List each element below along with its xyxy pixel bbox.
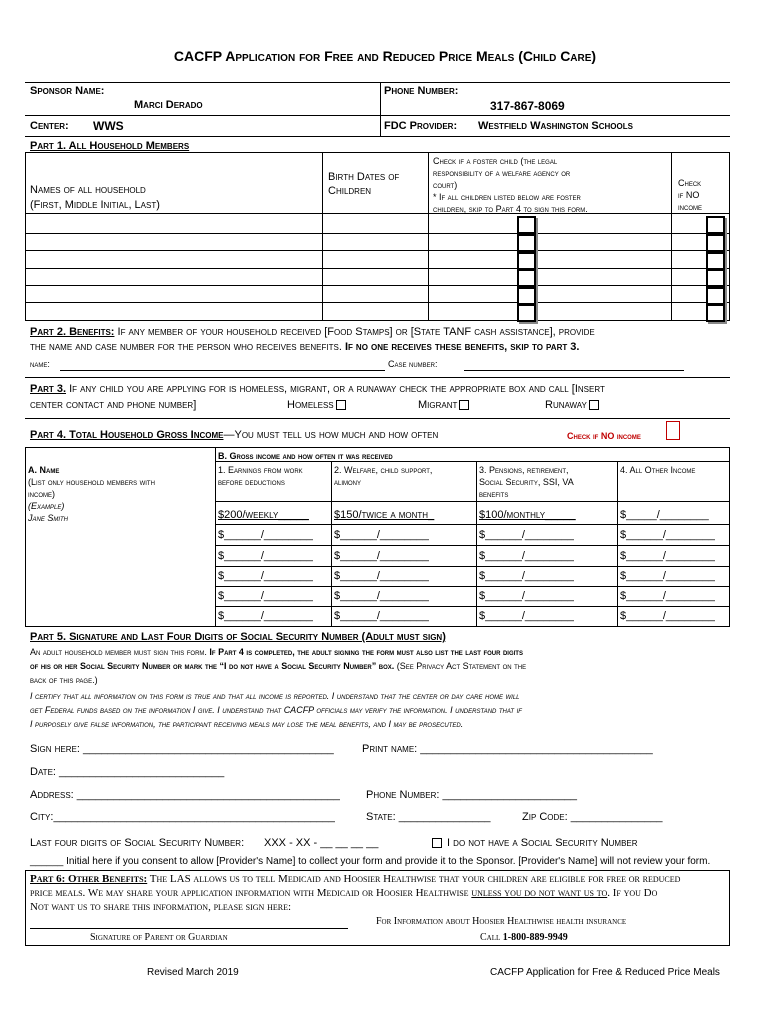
foster-child-checkbox[interactable] [517, 269, 536, 287]
no-income-checkbox[interactable] [706, 269, 725, 287]
runaway-option[interactable] [545, 399, 599, 411]
grid-line [476, 461, 477, 626]
state-field[interactable]: State: _______________ [366, 811, 491, 823]
part4-col-1-sub: before deductions [218, 477, 285, 487]
zip-field[interactable]: Zip Code: _______________ [522, 811, 663, 823]
runaway-checkbox[interactable] [589, 400, 599, 410]
healthwise-info: For Information about Hoosier Healthwise health insurance [376, 916, 627, 927]
foster-child-checkbox[interactable] [517, 252, 536, 270]
divider [380, 82, 381, 136]
ssn-label: Last four digits of Social Security Number: [30, 837, 245, 849]
grid-line [331, 461, 332, 626]
part4-col-2-sub: alimony [334, 477, 362, 487]
divider [25, 377, 730, 378]
part1-col-foster-3: court) [433, 180, 458, 190]
part6-heading: Part 6: Other Benefits: [30, 873, 148, 885]
part2-line2 [30, 341, 579, 353]
city-field[interactable]: City:______________________________________________ [30, 811, 335, 823]
income-input[interactable]: $______/________ [479, 590, 574, 602]
part2-line1 [30, 326, 595, 338]
income-input[interactable]: $______/________ [620, 550, 715, 562]
income-input[interactable]: $______/________ [334, 610, 429, 622]
part5-line2-text: (See Privacy Act Statement on the [394, 661, 527, 671]
household-name-field[interactable] [27, 304, 319, 318]
grid-line [25, 626, 730, 627]
part5-cert3: I purposely give false information, the participant receiving meals may lose the meal benefits, and I may be prosecuted. [30, 719, 464, 729]
part1-col-foster-2: responsibility of a welfare agency or [433, 168, 571, 178]
part2-heading: Part 2. Benefits: [30, 326, 115, 338]
income-input[interactable]: $______/________ [218, 570, 313, 582]
income-input[interactable]: $______/________ [334, 529, 429, 541]
phone-label: Phone Number: [384, 85, 459, 97]
center-label: Center: [30, 120, 69, 132]
income-example-2: $150/twice a month_ [334, 509, 435, 521]
divider [729, 870, 730, 945]
grid-line [215, 461, 730, 462]
grid-line [25, 213, 730, 214]
grid-line [215, 524, 730, 525]
household-name-field[interactable] [27, 215, 319, 231]
divider [25, 152, 730, 153]
homeless-label: Homeless [287, 399, 334, 411]
part4-example-name: Jane Smith [28, 513, 69, 523]
part2-text2: the name and case number for the person who receives benefits. [30, 341, 345, 353]
grid-line [729, 152, 730, 320]
footer-title: CACFP Application for Free & Reduced Price Meals [490, 967, 720, 978]
part1-col-names: Names of all household [30, 184, 146, 196]
part6-text1: The LAS allows us to tell Medicaid and Hoosier Healthwise that your children are eligible for free or reduced [147, 873, 681, 885]
divider [25, 82, 730, 83]
grid-line [729, 447, 730, 626]
healthwise-call [480, 932, 568, 943]
income-example-1: $200/weekly_____ [218, 509, 309, 521]
grid-line [25, 285, 730, 286]
grid-line [428, 152, 429, 320]
income-input[interactable]: $______/________ [620, 590, 715, 602]
no-ssn-checkbox[interactable] [432, 838, 442, 848]
no-income-checkbox[interactable] [706, 252, 725, 270]
parent-signature-line[interactable] [30, 928, 348, 929]
part5-line2-bold: of his or her Social Security Number or mark the “I do not have a Social Security Number” box. [30, 661, 395, 671]
part6-text2: price meals. We may share your application information with Medicaid or Hoosier Healthwise [30, 887, 472, 899]
part2-case-input[interactable] [464, 370, 684, 371]
part5-line1-bold: If Part 4 is completed, the adult signing the form must also list the last four digits [209, 647, 523, 657]
divider [25, 945, 730, 946]
grid-line [215, 545, 730, 546]
part4-col-4: 4. All Other Income [620, 465, 696, 475]
part2-case-label: Case number: [388, 359, 438, 369]
grid-line [617, 461, 618, 626]
divider [25, 418, 730, 419]
migrant-label: Migrant [418, 399, 458, 411]
date-field[interactable]: Date: ___________________________ [30, 766, 225, 778]
part6-text2c: . If you Do [607, 887, 658, 899]
part4-col-a: A. Name [28, 465, 60, 475]
part3-heading: Part 3. [30, 383, 67, 395]
part5-heading: Part 5. Signature and Last Four Digits of Social Security Number (Adult must sign) [30, 631, 446, 643]
part4-col-b-head: B. Gross income and how often it was received [218, 451, 393, 461]
part4-heading: Part 4. Total Household Gross Income [30, 429, 224, 441]
part3-line1 [30, 383, 605, 395]
grid-line [215, 586, 730, 587]
grid-line [25, 152, 26, 320]
part2-name-input[interactable] [60, 370, 385, 371]
part5-cert2: get Federal funds based on the information I give. I understand that CACFP officials may verify the information. I understand that if [30, 705, 522, 715]
grid-line [25, 302, 730, 303]
divider [25, 870, 730, 871]
part4-subhead: —You must tell us how much and how often [223, 429, 439, 441]
part5-line3: back of this page.) [30, 675, 98, 685]
household-name-field[interactable] [27, 235, 319, 249]
part4-check-no-income: Check if NO income [567, 431, 641, 441]
grid-line [25, 268, 730, 269]
divider [25, 115, 730, 116]
part4-col-3-sub: Social Security, SSI, VA [479, 477, 574, 487]
income-input[interactable]: $______/________ [218, 610, 313, 622]
foster-child-checkbox[interactable] [517, 304, 536, 322]
part1-col-foster-5: children, skip to Part 4 to sign this form. [433, 204, 588, 214]
part6-line3: Not want us to share this information, please sign here: [30, 901, 292, 913]
part5-cert1: I certify that all information on this form is true and that all income is reported. I understand that the center or day care home will [30, 691, 520, 701]
income-input[interactable]: $______/________ [479, 610, 574, 622]
part6-line1 [30, 873, 680, 885]
grid-line [25, 320, 730, 321]
part1-col-birth: Birth Dates of [328, 171, 400, 183]
sign-here-field[interactable]: Sign here: _________________________________________ [30, 743, 334, 755]
income-input[interactable]: $______/________ [620, 610, 715, 622]
footer-revised: Revised March 2019 [147, 967, 239, 978]
no-income-checkbox[interactable] [706, 304, 725, 322]
part2-skip-note: If no one receives these benefits, skip to part 3. [344, 341, 580, 353]
income-input[interactable]: $______/________ [334, 570, 429, 582]
part1-col-names-sub: (First, Middle Initial, Last) [30, 199, 160, 211]
homeless-option[interactable] [287, 399, 346, 411]
income-input[interactable]: $______/________ [620, 529, 715, 541]
part1-col-foster-4: * If all children listed below are foster [433, 192, 581, 202]
part4-col-1: 1. Earnings from work [218, 465, 303, 475]
homeless-checkbox[interactable] [336, 400, 346, 410]
household-name-field[interactable] [27, 287, 319, 301]
consent-initial-line[interactable]: ______ Initial here if you consent to allow [Provider's Name] to collect your form and provide it to the Sponsor. [Provider's Name] will not review your form. [30, 856, 711, 867]
grid-line [215, 606, 730, 607]
part4-no-income-checkbox[interactable] [666, 421, 680, 440]
grid-line [215, 447, 216, 626]
grid-line [322, 152, 323, 320]
income-input[interactable]: $______/________ [334, 590, 429, 602]
part1-col-foster: Check if a foster child (the legal [433, 156, 558, 166]
income-input[interactable]: $______/________ [620, 570, 715, 582]
part1-col-noinc: Check [678, 178, 702, 188]
income-input[interactable]: $______/________ [218, 529, 313, 541]
part3-text1: If any child you are applying for is homeless, migrant, or a runaway check the appropriate box and call [Insert [66, 383, 605, 395]
part5-line1-text: An adult household member must sign this form. [30, 647, 210, 657]
part4-col-a-sub: (List only household members with [28, 477, 155, 487]
part1-col-birth-sub: Children [328, 185, 372, 197]
part3-line2: center contact and phone number] [30, 399, 197, 411]
page-title: CACFP Application for Free and Reduced Price Meals (Child Care) [173, 48, 597, 64]
runaway-label: Runaway [545, 399, 587, 411]
ssn-field[interactable]: XXX - XX - __ __ __ __ [264, 837, 379, 849]
migrant-option[interactable] [418, 399, 469, 411]
grid-line [671, 152, 672, 320]
divider [25, 136, 730, 137]
income-input[interactable]: $______/________ [479, 550, 574, 562]
migrant-checkbox[interactable] [459, 400, 469, 410]
part1-col-noinc-2: if NO [678, 190, 700, 200]
fdc-label: FDC Provider: [384, 120, 458, 132]
part5-line2 [30, 661, 526, 671]
part6-text2u: unless you do not want us to [471, 887, 608, 899]
no-income-checkbox[interactable] [706, 287, 725, 305]
income-input[interactable]: $______/________ [218, 550, 313, 562]
part4-example-label: (Example) [28, 501, 65, 511]
part1-heading: Part 1. All Household Members [30, 140, 190, 152]
part4-col-a-sub2: income) [28, 489, 55, 499]
grid-line [25, 233, 730, 234]
part4-col-3: 3. Pensions, retirement, [479, 465, 569, 475]
part5-line1 [30, 647, 523, 657]
call-number: 1-800-889-9949 [502, 932, 568, 943]
part4-heading-line [30, 429, 438, 441]
grid-line [25, 250, 730, 251]
no-income-checkbox[interactable] [706, 216, 725, 234]
phone-value: 317-867-8069 [490, 99, 565, 113]
phone-number-field[interactable]: Phone Number: ______________________ [366, 789, 578, 801]
part2-name-label: name: [30, 359, 50, 369]
no-income-checkbox[interactable] [706, 234, 725, 252]
part4-col-2: 2. Welfare, child support, [334, 465, 433, 475]
household-name-field[interactable] [27, 252, 319, 266]
grid-line [215, 501, 730, 502]
income-input[interactable]: $______/________ [479, 570, 574, 582]
part2-text1: If any member of your household received [Food Stamps] or [State TANF cash assistance], provide [114, 326, 595, 338]
address-field[interactable]: Address: ___________________________________________ [30, 789, 340, 801]
income-input[interactable]: $______/________ [334, 550, 429, 562]
call-label: Call [480, 932, 503, 943]
income-example-4: $_____/________ [620, 509, 709, 521]
part6-line2 [30, 887, 657, 899]
foster-child-checkbox[interactable] [517, 287, 536, 305]
foster-child-checkbox[interactable] [517, 234, 536, 252]
sponsor-label: Sponsor Name: [30, 85, 105, 97]
print-name-field[interactable]: Print name: ______________________________________ [362, 743, 653, 755]
divider [25, 870, 26, 945]
no-ssn-option[interactable] [432, 837, 638, 849]
grid-line [25, 447, 730, 448]
signature-caption: Signature of Parent or Guardian [90, 932, 228, 943]
income-input[interactable]: $______/________ [479, 529, 574, 541]
grid-line [215, 566, 730, 567]
household-name-field[interactable] [27, 270, 319, 284]
sponsor-value: Marci Derado [134, 99, 203, 111]
part4-col-3-sub2: benefits [479, 489, 509, 499]
fdc-value: Westfield Washington Schools [478, 120, 633, 132]
income-input[interactable]: $______/________ [218, 590, 313, 602]
grid-line [25, 447, 26, 626]
foster-child-checkbox[interactable] [517, 216, 536, 234]
no-ssn-label: I do not have a Social Security Number [444, 837, 638, 849]
center-value: WWS [93, 119, 124, 133]
part1-col-noinc-3: income [678, 202, 702, 212]
income-example-3: $100/monthly_____ [479, 509, 576, 521]
